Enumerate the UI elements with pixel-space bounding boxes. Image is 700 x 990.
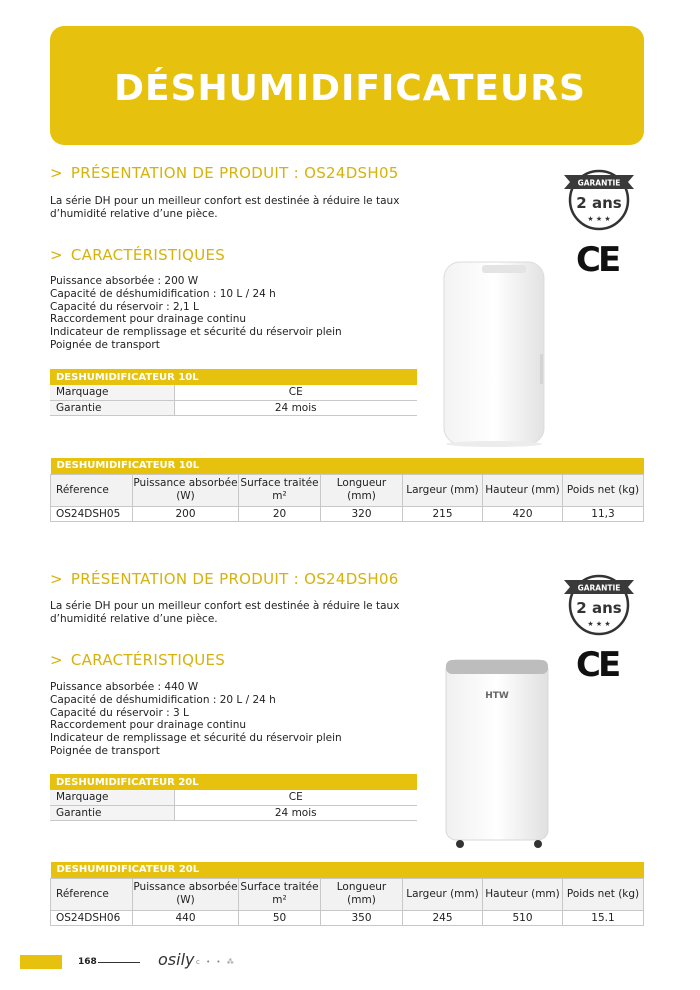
product-2-features-title: > CARACTÉRISTIQUES xyxy=(50,651,226,669)
product-2-image xyxy=(438,656,556,852)
table-cell: 200 xyxy=(133,506,239,521)
table-cell: 11,3 xyxy=(563,506,644,521)
table-cell: 440 xyxy=(133,910,239,925)
product-1-spec-table xyxy=(50,458,644,522)
table-row xyxy=(51,910,644,925)
column-header: Largeur (mm) xyxy=(403,878,483,910)
feature-item: Poignée de transport xyxy=(50,338,160,351)
table-row xyxy=(50,790,417,805)
badge-main-text: 2 ans xyxy=(576,599,622,617)
feature-item: Puissance absorbée : 200 W xyxy=(50,275,199,287)
table-value: 24 mois xyxy=(174,805,417,820)
footer-divider xyxy=(98,962,140,963)
warranty-badge xyxy=(562,573,636,637)
column-header: Poids net (kg) xyxy=(563,474,644,506)
feature-item: Capacité du réservoir : 3 L xyxy=(50,706,189,719)
badge-main-text: 2 ans xyxy=(576,194,622,212)
table-label: Garantie xyxy=(50,805,174,820)
product-2-summary-table xyxy=(50,774,417,821)
page-title: DÉSHUMIDIFICATEURS xyxy=(114,68,586,109)
product-1-section-title: > PRÉSENTATION DE PRODUIT : OS24DSH05 xyxy=(50,164,399,182)
feature-item: Raccordement pour drainage continu xyxy=(50,719,247,732)
product-1-feature-list xyxy=(50,275,342,352)
feature-item: Capacité de déshumidification : 10 L / 24 h xyxy=(50,287,276,300)
table-value: 24 mois xyxy=(174,400,417,415)
badge-stars: ★ ★ ★ xyxy=(587,620,611,628)
product-2-description: La série DH pour un meilleur confort est destinée à réduire le taux d’humidité relative d’une pièce. xyxy=(50,600,400,625)
badge-stars: ★ ★ ★ xyxy=(587,215,611,223)
column-header: Poids net (kg) xyxy=(563,878,644,910)
device-logo: HTW xyxy=(485,691,509,701)
table-cell: 320 xyxy=(321,506,403,521)
table-row xyxy=(50,400,417,415)
column-header: Hauteur (mm) xyxy=(483,474,563,506)
product-1-features-title: > CARACTÉRISTIQUES xyxy=(50,246,226,264)
feature-item: Puissance absorbée : 440 W xyxy=(50,681,199,693)
feature-item: Raccordement pour drainage continu xyxy=(50,313,247,326)
table-cell: 15.1 xyxy=(563,910,644,925)
brand-mark: c • • ⁂ xyxy=(196,958,236,966)
table-cell: 245 xyxy=(403,910,483,925)
column-header: Hauteur (mm) xyxy=(483,878,563,910)
product-1-summary-table xyxy=(50,369,417,416)
table-row xyxy=(50,805,417,820)
table-cell: 20 xyxy=(239,506,321,521)
column-header: Surface traitée m² xyxy=(239,474,321,506)
ce-mark: CE xyxy=(576,645,619,685)
chevron-right-icon: > xyxy=(50,246,63,264)
footer-accent-bar xyxy=(20,955,62,969)
feature-item: Poignée de transport xyxy=(50,744,160,757)
table-title: DESHUMIDIFICATEUR 20L xyxy=(50,774,417,790)
table-header-row xyxy=(51,878,644,910)
ce-mark: CE xyxy=(576,240,619,280)
table-cell: 50 xyxy=(239,910,321,925)
product-2-spec-table xyxy=(50,862,644,926)
table-header-row xyxy=(51,474,644,506)
table-cell: 510 xyxy=(483,910,563,925)
chevron-right-icon: > xyxy=(50,570,63,588)
brand-logo: osily xyxy=(158,950,195,969)
column-header: Longueur (mm) xyxy=(321,878,403,910)
column-header: Réference xyxy=(51,474,133,506)
page-number: 168 xyxy=(78,957,97,967)
table-value: CE xyxy=(174,385,417,400)
column-header: Puissance absorbée (W) xyxy=(133,474,239,506)
product-2-feature-list xyxy=(50,681,342,758)
table-label: Garantie xyxy=(50,400,174,415)
product-1-image xyxy=(430,258,550,448)
feature-item: Capacité de déshumidification : 20 L / 24 h xyxy=(50,693,276,706)
table-title: DESHUMIDIFICATEUR 10L xyxy=(50,369,417,385)
column-header: Surface traitée m² xyxy=(239,878,321,910)
column-header: Puissance absorbée (W) xyxy=(133,878,239,910)
chevron-right-icon: > xyxy=(50,651,63,669)
column-header: Réference xyxy=(51,878,133,910)
table-row xyxy=(50,385,417,400)
chevron-right-icon: > xyxy=(50,164,63,182)
feature-item: Indicateur de remplissage et sécurité du réservoir plein xyxy=(50,732,342,745)
feature-item: Capacité du réservoir : 2,1 L xyxy=(50,300,199,313)
warranty-badge xyxy=(562,168,636,232)
table-cell: OS24DSH06 xyxy=(51,910,133,925)
table-value: CE xyxy=(174,790,417,805)
feature-item: Indicateur de remplissage et sécurité du réservoir plein xyxy=(50,326,342,339)
badge-top-text: GARANTIE xyxy=(577,583,621,593)
column-header: Largeur (mm) xyxy=(403,474,483,506)
table-label: Marquage xyxy=(50,790,174,805)
column-header: Longueur (mm) xyxy=(321,474,403,506)
table-title: DESHUMIDIFICATEUR 10L xyxy=(51,458,644,474)
badge-top-text: GARANTIE xyxy=(577,178,621,188)
product-1-description: La série DH pour un meilleur confort est destinée à réduire le taux d’humidité relative d’une pièce. xyxy=(50,195,400,220)
table-label: Marquage xyxy=(50,385,174,400)
table-title: DESHUMIDIFICATEUR 20L xyxy=(51,862,644,878)
table-row xyxy=(51,506,644,521)
product-2-section-title: > PRÉSENTATION DE PRODUIT : OS24DSH06 xyxy=(50,570,399,588)
table-cell: 215 xyxy=(403,506,483,521)
table-cell: 350 xyxy=(321,910,403,925)
table-cell: 420 xyxy=(483,506,563,521)
table-cell: OS24DSH05 xyxy=(51,506,133,521)
